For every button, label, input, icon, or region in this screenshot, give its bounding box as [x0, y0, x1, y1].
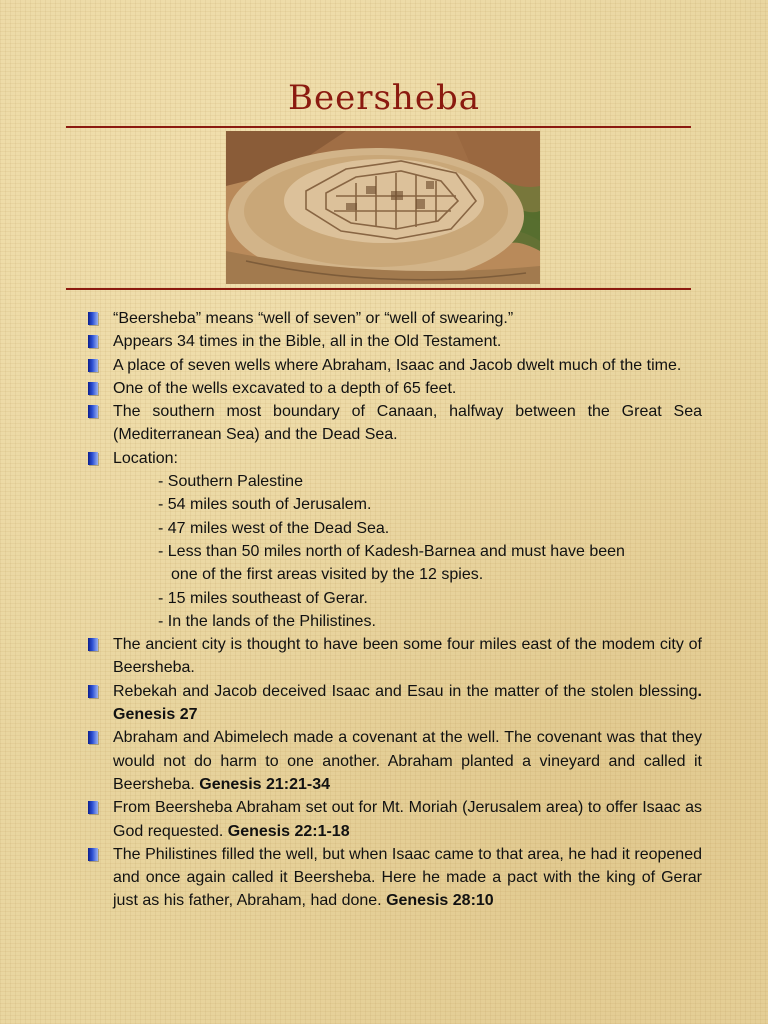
location-detail: - Southern Palestine — [158, 473, 303, 491]
bullet-icon — [88, 685, 98, 698]
bullet-icon — [88, 848, 98, 861]
list-item-text: Rebekah and Jacob deceived Isaac and Esau in the matter of the stolen blessing — [113, 682, 698, 700]
image-divider-bottom — [66, 288, 691, 290]
list-item — [88, 330, 702, 353]
list-item — [88, 354, 702, 377]
list-item-text: Location: — [113, 449, 178, 467]
list-item-text: One of the wells excavated to a depth of 65 feet. — [113, 379, 457, 397]
location-detail: one of the first areas visited by the 12 spies. — [171, 566, 484, 584]
location-detail: - 15 miles southeast of Gerar. — [158, 589, 368, 607]
list-item-location — [88, 447, 702, 470]
aerial-photo-illustration — [226, 131, 540, 284]
list-item — [88, 400, 702, 447]
bullet-icon — [88, 382, 98, 395]
bullet-icon — [88, 452, 98, 465]
list-item — [88, 377, 702, 400]
list-item-text: The southern most boundary of Canaan, halfway between the Great Sea (Mediterranean Sea) and the Dead Sea. — [113, 403, 702, 444]
bullet-icon — [88, 312, 98, 325]
list-item-text: The ancient city is thought to have been some four miles east of the modem city of Beersheba. — [113, 636, 702, 677]
fact-list — [88, 307, 702, 913]
location-detail: - Less than 50 miles north of Kadesh-Barnea and must have been — [158, 542, 625, 560]
scripture-reference: Genesis 22:1-18 — [227, 822, 350, 840]
list-item — [88, 307, 702, 330]
scripture-reference: Genesis 28:10 — [386, 892, 494, 910]
location-detail: - In the lands of the Philistines. — [158, 612, 376, 630]
list-item — [88, 633, 702, 680]
bullet-icon — [88, 405, 98, 418]
bullet-icon — [88, 801, 98, 814]
list-item — [88, 796, 702, 843]
list-item-text: Abraham and Abimelech made a covenant at the well. The covenant was that they would not do harm to one another. Abraham planted a vineyard and called it Beersheba. — [113, 729, 702, 793]
scripture-reference: Genesis 21:21-34 — [199, 775, 331, 793]
bullet-icon — [88, 335, 98, 348]
tel-beersheba-photo — [226, 131, 540, 284]
scripture-reference: . Genesis 27 — [113, 682, 702, 724]
list-item-text: From Beersheba Abraham set out for Mt. Moriah (Jerusalem area) to offer Isaac as God requested. — [113, 799, 702, 840]
list-item-text: Appears 34 times in the Bible, all in the Old Testament. — [113, 333, 502, 351]
bullet-icon — [88, 731, 98, 744]
list-item — [88, 726, 702, 796]
bullet-icon — [88, 638, 98, 651]
location-detail: - 54 miles south of Jerusalem. — [158, 496, 372, 514]
location-detail: - 47 miles west of the Dead Sea. — [158, 519, 390, 537]
list-item-text: The Philistines filled the well, but when Isaac came to that area, he had it reopened and once again called it Beersheba. Here he made a pact with the king of Gerar just as his father, Abraham, had done. — [113, 845, 702, 910]
list-item — [88, 843, 702, 913]
list-item-text: “Beersheba” means “well of seven” or “well of swearing.” — [113, 310, 514, 327]
page-title: Beersheba — [288, 78, 480, 118]
list-item — [88, 680, 702, 727]
list-item-text: A place of seven wells where Abraham, Isaac and Jacob dwelt much of the time. — [113, 356, 682, 374]
title-divider-top — [66, 126, 691, 128]
bullet-icon — [88, 359, 98, 372]
